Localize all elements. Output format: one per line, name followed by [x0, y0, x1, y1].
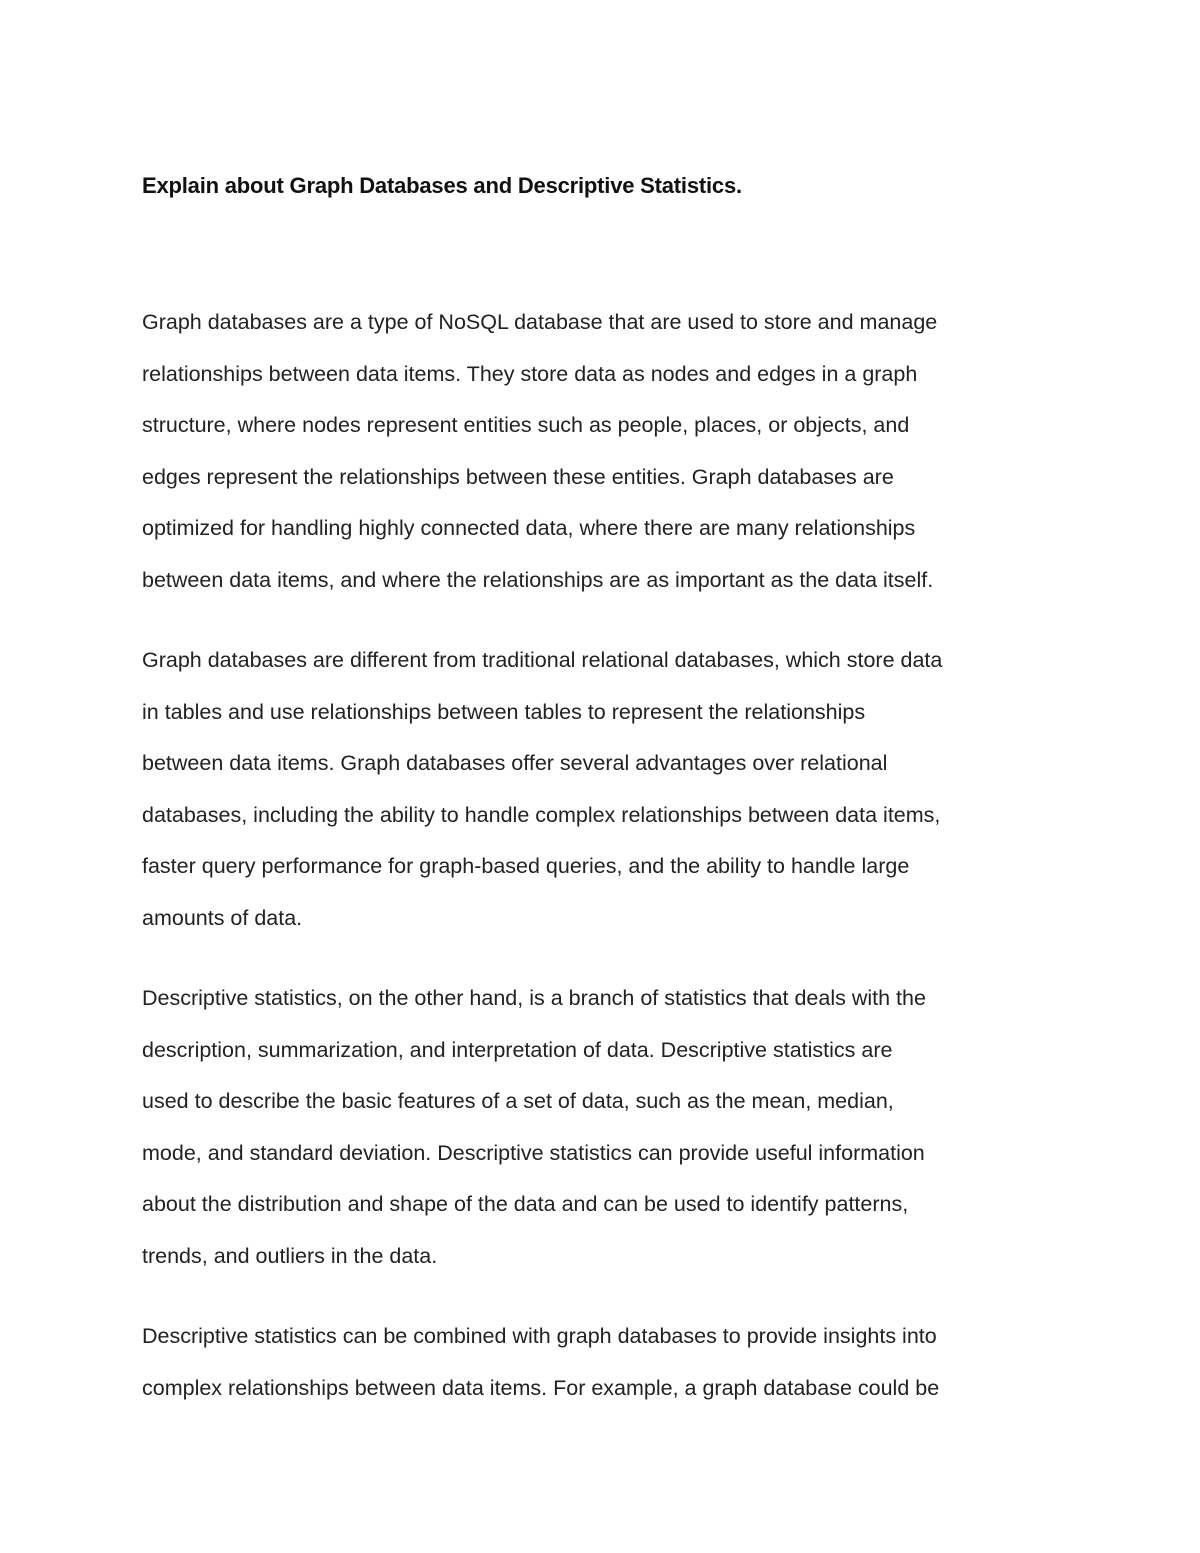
text-line: between data items, and where the relationships are as important as the data itself.	[142, 567, 934, 592]
text-line: relationships between data items. They store data as nodes and edges in a graph	[142, 361, 918, 386]
text-line: description, summarization, and interpretation of data. Descriptive statistics are	[142, 1037, 893, 1062]
paragraph-combined-insights	[142, 1311, 939, 1414]
paragraph-graph-vs-relational	[142, 635, 942, 945]
text-line: in tables and use relationships between tables to represent the relationships	[142, 699, 866, 724]
paragraph-graph-databases-intro	[142, 297, 937, 607]
text-line: Graph databases are a type of NoSQL database that are used to store and manage	[142, 310, 938, 334]
text-line: structure, where nodes represent entities such as people, places, or objects, and	[142, 413, 910, 438]
text-line: between data items. Graph databases offer several advantages over relational	[142, 751, 888, 776]
text-line: faster query performance for graph-based queries, and the ability to handle large	[142, 854, 910, 879]
text-line: Descriptive statistics can be combined with graph databases to provide insights into	[142, 1324, 937, 1348]
text-line: databases, including the ability to handle complex relationships between data items,	[142, 802, 941, 827]
text-line: edges represent the relationships between these entities. Graph databases are	[142, 464, 894, 489]
text-line: complex relationships between data items. For example, a graph database could be	[142, 1375, 940, 1400]
paragraph-descriptive-statistics	[142, 973, 926, 1283]
text-line: Descriptive statistics, on the other hand, is a branch of statistics that deals with the	[142, 986, 926, 1010]
text-line: used to describe the basic features of a set of data, such as the mean, median,	[142, 1089, 894, 1114]
text-line: trends, and outliers in the data.	[142, 1243, 438, 1268]
text-line: mode, and standard deviation. Descriptive statistics can provide useful information	[142, 1140, 925, 1165]
text-line: optimized for handling highly connected data, where there are many relationships	[142, 516, 916, 541]
text-line: amounts of data.	[142, 905, 303, 930]
text-line: Graph databases are different from traditional relational databases, which store data	[142, 648, 943, 672]
text-line: about the distribution and shape of the data and can be used to identify patterns,	[142, 1192, 909, 1217]
document-title: Explain about Graph Databases and Descriptive Statistics.	[142, 173, 742, 198]
